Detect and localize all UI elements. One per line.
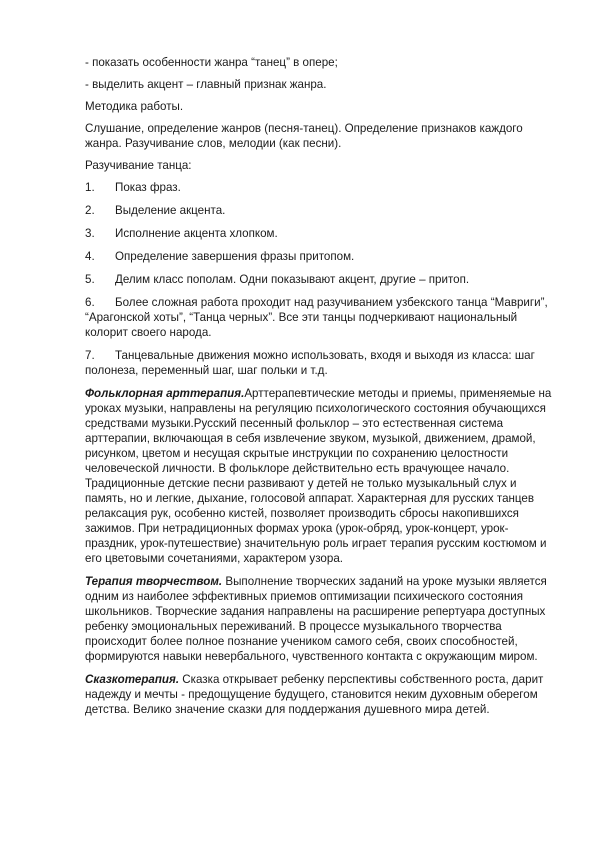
intro-line-2: - выделить акцент – главный признак жанра. [85,78,327,91]
listening-paragraph: Слушание, определение жанров (песня-танец). Определение признаков каждого жанра. Разучивание слов, мелодии (как песни). [85,122,523,150]
list-number: 2. [85,204,95,217]
list-item-text: Выделение акцента. [115,204,226,217]
list-number: 1. [85,181,95,194]
method-heading: Методика работы. [85,100,184,113]
section-title: Сказкотерапия. [85,673,180,686]
list-item-text: Определение завершения фразы притопом. [115,250,355,263]
list-item [85,180,555,195]
section-body: Арттерапевтические методы и приемы, применяемые на уроках музыки, направлены на регуляцию психологического состояния обучающихся средствами музыки.Русский песенный фольклор – это естественная система арттерапии, включающая в себя извлечение звуком, музыкой, движением, драмой, рисунком, цветом и несущая скрытые инструкции по сохранению целостности человеческой личности. В фольклоре действительно есть врачующее начало. Традиционные детские песни развивают у детей не только музыкальный слух и память, но и легкие, дыхание, голосовой аппарат. Характерная для русских танцев релаксация рук, особенно кистей, позволяет производить сбросы накопившихся зажимов. При нетрадиционных формах урока (урок-обряд, урок-концерт, урок-праздник, урок-путешествие) значительную роль играет терапия русским костюмом и его цветовыми сочетаниями, характером узора. [85,387,552,565]
list-item [85,295,555,340]
section-body: Сказка открывает ребенку перспективы собственного роста, дарит надежду и мечты - предощущение будущего, становится неким духовным оберегом детства. Велико значение сказки для поддержания душевного мира детей. [85,673,544,716]
list-number: 7. [85,349,95,362]
list-item-text: Исполнение акцента хлопком. [115,227,278,240]
section-body: Выполнение творческих заданий на уроке музыки является одним из наиболее эффективных приемов оптимизации психического состояния школьников. Творческие задания направлены на расширение репертуара доступных ребенку эмоциональных переживаний. В процессе музыкального творчества происходит более полное познание учеником самого себя, своих способностей, формируются навыки невербального, чувственного контакта с окружающим миром. [85,575,547,663]
list-item-text: Делим класс пополам. Одни показывают акцент, другие – притоп. [115,273,470,286]
list-number: 3. [85,227,95,240]
dance-learning-heading: Разучивание танца: [85,159,192,172]
folklore-art-therapy-section [85,386,555,566]
list-item [85,272,555,287]
list-number: 6. [85,296,95,309]
list-number: 4. [85,250,95,263]
section-title: Терапия творчеством. [85,575,223,588]
document-page [85,55,555,725]
intro-line-1: - показать особенности жанра “танец” в опере; [85,56,338,69]
steps-list [85,180,555,378]
list-item [85,226,555,241]
section-title: Фольклорная арттерапия. [85,387,245,400]
fairy-tale-therapy-section [85,672,555,717]
creativity-therapy-section [85,574,555,664]
list-item-text: Более сложная работа проходит над разучиванием узбекского танца “Мавриги”, “Арагонской хоты”, “Танца черных”. Все эти танцы подчеркивают национальный колорит своего народа. [85,296,548,339]
list-number: 5. [85,273,95,286]
list-item [85,203,555,218]
list-item [85,348,555,378]
list-item [85,249,555,264]
list-item-text: Танцевальные движения можно использовать, входя и выходя из класса: шаг полонеза, переменный шаг, шаг польки и т.д. [85,349,535,377]
list-item-text: Показ фраз. [115,181,181,194]
